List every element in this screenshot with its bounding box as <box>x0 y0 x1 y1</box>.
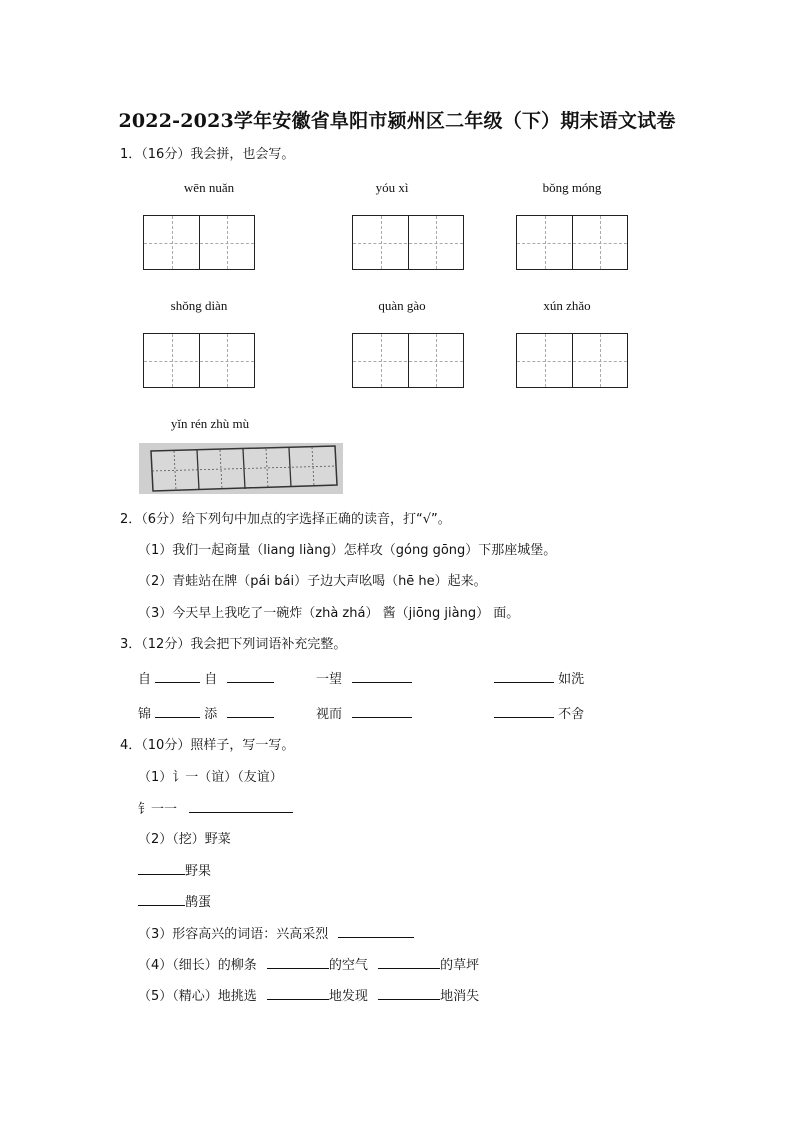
q2-heading: 2．（6分）给下列句中加点的字选择正确的读音，打“√”。 <box>120 512 451 527</box>
q4-item-2 <box>138 862 211 881</box>
phrase-text: 鹊蛋 <box>185 895 212 910</box>
idiom-char: 视而 <box>316 707 343 722</box>
answer-blank[interactable] <box>352 705 412 718</box>
answer-blank[interactable] <box>227 670 274 683</box>
writing-grid[interactable] <box>352 215 464 270</box>
idiom-char: 不舍 <box>558 707 585 722</box>
q2-item-3: （3）今天早上我吃了一碗炸（zhà zhá） 酱（jiōng jiàng） 面。 <box>138 606 520 621</box>
phrase-text: 的草坪 <box>440 958 480 973</box>
phrase-text: 地消失 <box>440 989 480 1004</box>
writing-grid[interactable] <box>143 215 255 270</box>
q2-item-2: （2）青蛙站在牌（pái bái）子边大声吆喝（hē he）起来。 <box>138 574 487 589</box>
q4-item-3 <box>138 893 211 912</box>
pinyin-7: yǐn rén zhù mù <box>170 416 250 431</box>
idiom-5 <box>316 705 412 724</box>
idiom-1 <box>138 670 274 689</box>
answer-blank[interactable] <box>138 893 185 906</box>
pinyin-1: wēn nuǎn <box>183 180 235 195</box>
answer-blank[interactable] <box>227 705 274 718</box>
q4-item-1 <box>138 800 293 819</box>
q4-item-6 <box>138 987 479 1006</box>
q3-heading: 3．（12分）我会把下列词语补充完整。 <box>120 637 347 652</box>
answer-blank[interactable] <box>155 670 200 683</box>
idiom-6 <box>494 705 584 724</box>
answer-blank[interactable] <box>352 670 412 683</box>
pinyin-6: xún zhǎo <box>543 298 591 313</box>
pinyin-2: yóu xì <box>375 180 409 195</box>
answer-blank[interactable] <box>378 987 440 1000</box>
phrase-text: 野果 <box>185 864 212 879</box>
phrase-text: （4）（细长）的柳条 <box>138 958 257 973</box>
phrase-text: 的空气 <box>328 958 368 973</box>
q1-heading: 1．（16分）我会拼，也会写。 <box>120 147 295 162</box>
answer-blank[interactable] <box>189 800 293 813</box>
scanned-writing-grid[interactable] <box>139 443 343 494</box>
q4-heading: 4．（10分）照样子，写一写。 <box>120 738 295 753</box>
phrase-text: 地发现 <box>328 989 368 1004</box>
answer-blank[interactable] <box>267 987 329 1000</box>
idiom-char: 如洗 <box>558 672 585 687</box>
q4-example-2: （2）（挖）野菜 <box>138 832 231 847</box>
answer-blank[interactable] <box>494 670 554 683</box>
idiom-4 <box>138 705 274 724</box>
page-title: 2022-2023学年安徽省阜阳市颍州区二年级（下）期末语文试卷 <box>118 110 676 132</box>
writing-grid[interactable] <box>352 333 464 388</box>
answer-blank[interactable] <box>378 956 440 969</box>
idiom-char: 锦 <box>138 707 152 722</box>
phrase-text: （3）形容高兴的词语：兴高采烈 <box>138 927 329 942</box>
pinyin-3: bǒng móng <box>542 180 602 195</box>
answer-blank[interactable] <box>338 925 414 938</box>
answer-blank[interactable] <box>155 705 200 718</box>
writing-grid[interactable] <box>516 215 628 270</box>
idiom-char: 一望 <box>316 672 343 687</box>
q2-item-1: （1）我们一起商量（liang liàng）怎样攻（góng gōng）下那座城堡。 <box>138 543 557 558</box>
answer-blank[interactable] <box>494 705 554 718</box>
q4-item-5 <box>138 956 479 975</box>
answer-blank[interactable] <box>267 956 329 969</box>
radical-text: 钅一一 <box>138 802 178 817</box>
idiom-2 <box>316 670 412 689</box>
idiom-3 <box>494 670 584 689</box>
idiom-char: 自 <box>204 672 218 687</box>
q4-example-1: （1）讠一（谊）（友谊） <box>138 770 283 785</box>
pinyin-5: quàn gào <box>378 298 426 313</box>
idiom-char: 自 <box>138 672 152 687</box>
pinyin-4: shǒng diàn <box>170 298 228 313</box>
idiom-char: 添 <box>204 707 218 722</box>
writing-grid[interactable] <box>143 333 255 388</box>
answer-blank[interactable] <box>138 862 185 875</box>
q4-item-4 <box>138 925 414 944</box>
writing-grid[interactable] <box>516 333 628 388</box>
phrase-text: （5）（精心）地挑选 <box>138 989 257 1004</box>
